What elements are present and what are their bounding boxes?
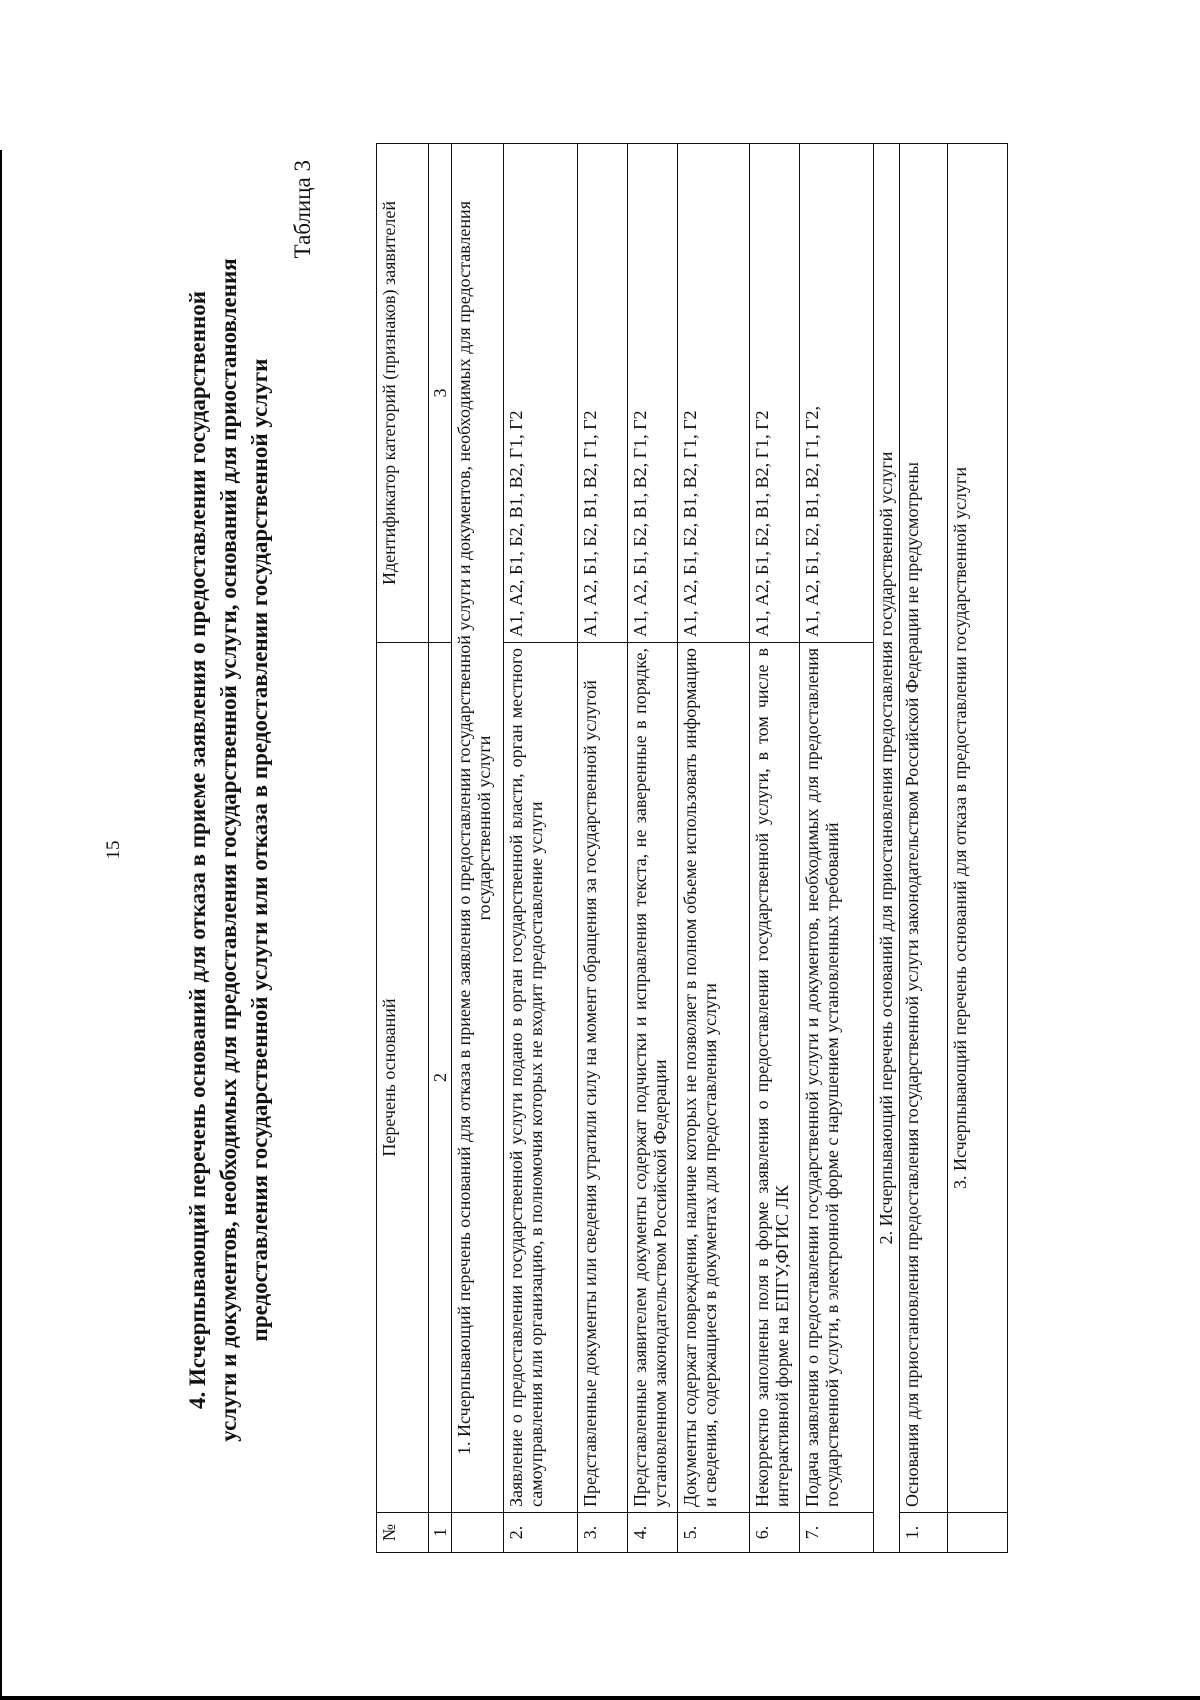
header-list: Перечень оснований [377,643,429,1513]
row-number: 2. [504,1513,578,1553]
page-number: 15 [103,840,124,860]
row-ground-text: Представленные заявителем документы содержат подчистки и исправления текста, не заверенные в порядке, установленном законодательством Российской Федерации [628,643,678,1513]
row-number: 1. [900,1513,948,1553]
row-ground-text: Документы содержат повреждения, наличие которых не позволяет в полном объеме использовать информацию и сведения, содержащиеся в документах для предоставления услуги [678,643,750,1513]
table-caption: Таблица 3 [290,160,315,259]
section-2-title: 2. Исчерпывающий перечень оснований для приостановления предоставления государственной услуги [874,144,900,1553]
table-row [900,144,948,1553]
row-ground-text: Подача заявления о предоставлении государственной услуги и документов, необходимых для предоставления государственной услуги, в электронной форме с нарушением установленных требований [800,643,874,1513]
index-cell-1: 1 [429,1513,452,1553]
row-identifiers: А1, А2, Б1, Б2, В1, В2, Г1, Г2 [750,144,800,643]
table-row [504,144,578,1553]
row-identifiers: А1, А2, Б1, Б2, В1, В2, Г1, Г2 [678,144,750,643]
row-number: 5. [678,1513,750,1553]
header-num: № [377,1513,429,1553]
table-index-row [429,144,452,1553]
row-number: 6. [750,1513,800,1553]
table-header-row [377,144,429,1553]
row-identifiers: А1, А2, Б1, Б2, В1, В2, Г1, Г2 [578,144,628,643]
section-heading-row [948,144,1008,1553]
row-ground-text: Заявление о предоставлении государственной услуги подано в орган государственной власти, орган местного самоуправления или организацию, в полномочия которых не входит предоставление услуги [504,643,578,1513]
row-number: 7. [800,1513,874,1553]
section-title-line-3: предоставления государственной услуги или отказа в предоставлении государственной услуги [247,358,272,1342]
index-cell-2: 2 [429,643,452,1513]
section-title-line-2: услуги и документов, необходимых для предоставления государственной услуги, оснований для приостановления [216,258,241,1442]
table-row [678,144,750,1553]
section-heading-row [874,144,900,1553]
section-1-title: 1. Исчерпывающий перечень оснований для отказа в приеме заявления о предоставлении государственной услуги и документов, необходимых для предоставления государственной услуги [452,144,504,1513]
grounds-table [376,143,1008,1553]
row-number: 3. [578,1513,628,1553]
section-title [182,200,275,1500]
row-ground-text: Некорректно заполнены поля в форме заявления о предоставлении государственной услуги, в том числе в интерактивной форме на ЕПГУ,ФГИС ЛК [750,643,800,1513]
header-identifier: Идентификатор категорий (признаков) заявителей [377,144,429,643]
section-3-title: 3. Исчерпывающий перечень оснований для отказа в предоставлении государственной услуги [948,144,1008,1513]
row-identifiers: А1, А2, Б1, Б2, В1, В2, Г1, Г2, [800,144,874,643]
row-number: 4. [628,1513,678,1553]
row-ground-text: Представленные документы или сведения утратили силу на момент обращения за государственной услугой [578,643,628,1513]
section-heading-row [452,144,504,1553]
row-identifiers: А1, А2, Б1, Б2, В1, В2, Г1, Г2 [504,144,578,643]
row-ground-text: Основания для приостановления предоставления государственной услуги законодательством Российской Федерации не предусмотрены [900,144,948,1513]
table-row [628,144,678,1553]
table-row [578,144,628,1553]
table-row [800,144,874,1553]
section-title-line-1: 4. Исчерпывающий перечень оснований для отказа в приеме заявления о предоставлении государственной [185,290,210,1410]
row-identifiers: А1, А2, Б1, Б2, В1, В2, Г1, Г2 [628,144,678,643]
index-cell-3: 3 [429,144,452,643]
table-row [750,144,800,1553]
